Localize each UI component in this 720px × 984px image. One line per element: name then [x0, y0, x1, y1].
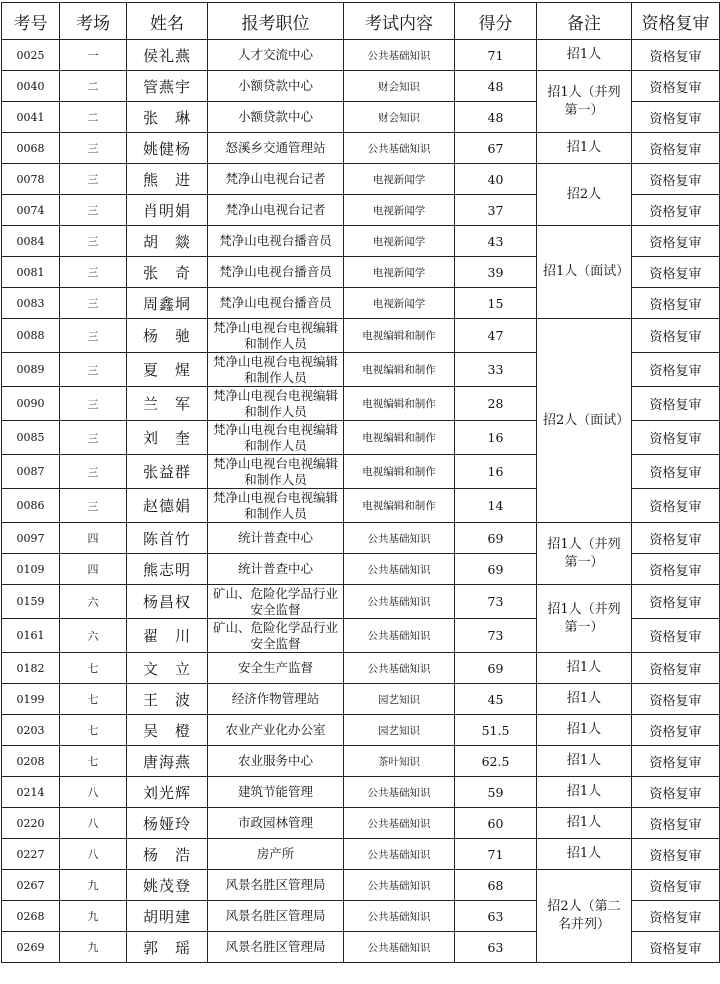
cell-note: 招1人 [537, 40, 632, 71]
cell-exam-room: 九 [60, 870, 127, 901]
cell-position: 梵净山电视台电视编辑和制作人员 [208, 421, 344, 455]
cell-subject: 公共基础知识 [344, 554, 455, 585]
cell-exam-id: 0182 [2, 653, 60, 684]
cell-name: 兰 军 [127, 387, 208, 421]
cell-score: 39 [455, 257, 537, 288]
cell-note: 招2人（第二名并列） [537, 870, 632, 963]
cell-exam-id: 0068 [2, 133, 60, 164]
cell-position: 建筑节能管理 [208, 777, 344, 808]
cell-note: 招1人 [537, 746, 632, 777]
cell-exam-id: 0085 [2, 421, 60, 455]
table-row [2, 684, 720, 715]
cell-position: 人才交流中心 [208, 40, 344, 71]
header-position: 报考职位 [208, 3, 344, 40]
cell-exam-id: 0083 [2, 288, 60, 319]
cell-score: 16 [455, 455, 537, 489]
cell-review: 资格复审 [632, 808, 720, 839]
cell-name: 吴 橙 [127, 715, 208, 746]
cell-subject: 电视编辑和制作 [344, 319, 455, 353]
cell-review: 资格复审 [632, 684, 720, 715]
table-row [2, 870, 720, 901]
cell-name: 刘光辉 [127, 777, 208, 808]
table-row [2, 71, 720, 102]
cell-subject: 茶叶知识 [344, 746, 455, 777]
cell-review: 资格复审 [632, 715, 720, 746]
cell-position: 怒溪乡交通管理站 [208, 133, 344, 164]
cell-score: 28 [455, 387, 537, 421]
cell-subject: 公共基础知识 [344, 523, 455, 554]
cell-score: 47 [455, 319, 537, 353]
cell-review: 资格复审 [632, 71, 720, 102]
cell-review: 资格复审 [632, 585, 720, 619]
cell-exam-room: 三 [60, 319, 127, 353]
cell-note: 招2人 [537, 164, 632, 226]
cell-exam-id: 0161 [2, 619, 60, 653]
table-row [2, 133, 720, 164]
cell-score: 51.5 [455, 715, 537, 746]
cell-score: 37 [455, 195, 537, 226]
cell-note: 招1人（并列第一） [537, 523, 632, 585]
cell-exam-id: 0159 [2, 585, 60, 619]
cell-score: 45 [455, 684, 537, 715]
cell-name: 陈首竹 [127, 523, 208, 554]
cell-name: 杨昌权 [127, 585, 208, 619]
cell-review: 资格复审 [632, 257, 720, 288]
cell-score: 15 [455, 288, 537, 319]
cell-subject: 公共基础知识 [344, 870, 455, 901]
cell-name: 王 波 [127, 684, 208, 715]
header-review: 资格复审 [632, 3, 720, 40]
header-score: 得分 [455, 3, 537, 40]
cell-position: 经济作物管理站 [208, 684, 344, 715]
cell-exam-room: 八 [60, 808, 127, 839]
cell-exam-room: 一 [60, 40, 127, 71]
cell-exam-room: 二 [60, 71, 127, 102]
cell-position: 小额贷款中心 [208, 102, 344, 133]
cell-note: 招1人 [537, 653, 632, 684]
cell-position: 矿山、危险化学品行业安全监督 [208, 619, 344, 653]
cell-position: 梵净山电视台电视编辑和制作人员 [208, 489, 344, 523]
cell-exam-room: 三 [60, 489, 127, 523]
cell-score: 69 [455, 653, 537, 684]
table-row [2, 523, 720, 554]
cell-score: 69 [455, 523, 537, 554]
cell-subject: 园艺知识 [344, 715, 455, 746]
cell-review: 资格复审 [632, 653, 720, 684]
cell-exam-id: 0025 [2, 40, 60, 71]
table-row [2, 585, 720, 619]
cell-exam-room: 三 [60, 195, 127, 226]
cell-score: 16 [455, 421, 537, 455]
cell-review: 资格复审 [632, 901, 720, 932]
table-row [2, 839, 720, 870]
table-row [2, 653, 720, 684]
cell-position: 梵净山电视台记者 [208, 195, 344, 226]
cell-review: 资格复审 [632, 489, 720, 523]
table-row [2, 40, 720, 71]
cell-position: 梵净山电视台电视编辑和制作人员 [208, 353, 344, 387]
cell-score: 63 [455, 901, 537, 932]
cell-name: 杨 驰 [127, 319, 208, 353]
cell-position: 风景名胜区管理局 [208, 870, 344, 901]
cell-subject: 财会知识 [344, 102, 455, 133]
cell-score: 43 [455, 226, 537, 257]
cell-exam-id: 0097 [2, 523, 60, 554]
cell-score: 48 [455, 102, 537, 133]
cell-name: 夏 煋 [127, 353, 208, 387]
cell-position: 风景名胜区管理局 [208, 901, 344, 932]
cell-note: 招1人 [537, 684, 632, 715]
cell-exam-room: 七 [60, 715, 127, 746]
cell-review: 资格复审 [632, 226, 720, 257]
table-row [2, 226, 720, 257]
cell-subject: 电视新闻学 [344, 226, 455, 257]
cell-exam-room: 七 [60, 746, 127, 777]
cell-review: 资格复审 [632, 102, 720, 133]
cell-subject: 公共基础知识 [344, 808, 455, 839]
header-row [2, 3, 720, 40]
cell-subject: 公共基础知识 [344, 133, 455, 164]
cell-score: 48 [455, 71, 537, 102]
cell-exam-id: 0267 [2, 870, 60, 901]
cell-name: 姚健杨 [127, 133, 208, 164]
cell-note: 招1人（并列第一） [537, 585, 632, 653]
cell-position: 农业服务中心 [208, 746, 344, 777]
cell-position: 风景名胜区管理局 [208, 932, 344, 963]
cell-score: 69 [455, 554, 537, 585]
cell-review: 资格复审 [632, 319, 720, 353]
cell-review: 资格复审 [632, 746, 720, 777]
cell-subject: 电视编辑和制作 [344, 455, 455, 489]
cell-exam-room: 六 [60, 585, 127, 619]
cell-score: 60 [455, 808, 537, 839]
cell-exam-room: 八 [60, 839, 127, 870]
cell-exam-id: 0078 [2, 164, 60, 195]
cell-review: 资格复审 [632, 288, 720, 319]
cell-exam-id: 0084 [2, 226, 60, 257]
header-subject: 考试内容 [344, 3, 455, 40]
cell-exam-id: 0088 [2, 319, 60, 353]
cell-review: 资格复审 [632, 421, 720, 455]
cell-position: 梵净山电视台记者 [208, 164, 344, 195]
cell-exam-id: 0081 [2, 257, 60, 288]
cell-position: 矿山、危险化学品行业安全监督 [208, 585, 344, 619]
cell-score: 62.5 [455, 746, 537, 777]
cell-review: 资格复审 [632, 387, 720, 421]
cell-exam-room: 九 [60, 932, 127, 963]
table-row [2, 808, 720, 839]
cell-name: 张益群 [127, 455, 208, 489]
table-row [2, 715, 720, 746]
cell-score: 73 [455, 585, 537, 619]
cell-exam-id: 0086 [2, 489, 60, 523]
cell-subject: 电视编辑和制作 [344, 489, 455, 523]
results-table [1, 2, 720, 963]
cell-name: 姚茂登 [127, 870, 208, 901]
cell-exam-id: 0203 [2, 715, 60, 746]
table-body [2, 40, 720, 963]
cell-subject: 公共基础知识 [344, 839, 455, 870]
cell-subject: 电视编辑和制作 [344, 421, 455, 455]
cell-subject: 电视编辑和制作 [344, 387, 455, 421]
cell-review: 资格复审 [632, 164, 720, 195]
cell-exam-id: 0109 [2, 554, 60, 585]
cell-score: 68 [455, 870, 537, 901]
cell-name: 侯礼燕 [127, 40, 208, 71]
cell-name: 张 琳 [127, 102, 208, 133]
cell-score: 59 [455, 777, 537, 808]
cell-position: 房产所 [208, 839, 344, 870]
cell-position: 安全生产监督 [208, 653, 344, 684]
cell-exam-id: 0208 [2, 746, 60, 777]
cell-position: 统计普查中心 [208, 554, 344, 585]
cell-exam-room: 三 [60, 455, 127, 489]
cell-position: 梵净山电视台电视编辑和制作人员 [208, 387, 344, 421]
cell-exam-room: 三 [60, 133, 127, 164]
cell-subject: 电视编辑和制作 [344, 353, 455, 387]
table-row [2, 746, 720, 777]
cell-position: 梵净山电视台播音员 [208, 226, 344, 257]
cell-name: 赵德娟 [127, 489, 208, 523]
cell-exam-room: 四 [60, 554, 127, 585]
cell-note: 招1人 [537, 808, 632, 839]
cell-subject: 公共基础知识 [344, 585, 455, 619]
cell-score: 71 [455, 40, 537, 71]
cell-subject: 园艺知识 [344, 684, 455, 715]
cell-position: 农业产业化办公室 [208, 715, 344, 746]
cell-subject: 公共基础知识 [344, 619, 455, 653]
cell-position: 市政园林管理 [208, 808, 344, 839]
cell-position: 梵净山电视台播音员 [208, 257, 344, 288]
cell-score: 33 [455, 353, 537, 387]
cell-review: 资格复审 [632, 870, 720, 901]
cell-review: 资格复审 [632, 195, 720, 226]
cell-exam-room: 三 [60, 387, 127, 421]
cell-subject: 公共基础知识 [344, 932, 455, 963]
cell-review: 资格复审 [632, 554, 720, 585]
cell-exam-id: 0074 [2, 195, 60, 226]
cell-name: 管燕宇 [127, 71, 208, 102]
cell-exam-room: 二 [60, 102, 127, 133]
cell-name: 翟 川 [127, 619, 208, 653]
cell-subject: 电视新闻学 [344, 288, 455, 319]
cell-note: 招1人（并列第一） [537, 71, 632, 133]
cell-subject: 电视新闻学 [344, 164, 455, 195]
cell-review: 资格复审 [632, 839, 720, 870]
cell-position: 梵净山电视台电视编辑和制作人员 [208, 455, 344, 489]
cell-position: 小额贷款中心 [208, 71, 344, 102]
cell-exam-id: 0268 [2, 901, 60, 932]
cell-name: 文 立 [127, 653, 208, 684]
cell-review: 资格复审 [632, 455, 720, 489]
cell-position: 梵净山电视台电视编辑和制作人员 [208, 319, 344, 353]
cell-exam-id: 0089 [2, 353, 60, 387]
cell-review: 资格复审 [632, 619, 720, 653]
cell-exam-id: 0090 [2, 387, 60, 421]
table-row [2, 319, 720, 353]
cell-name: 郭 瑶 [127, 932, 208, 963]
cell-exam-id: 0040 [2, 71, 60, 102]
cell-note: 招1人（面试） [537, 226, 632, 319]
cell-position: 统计普查中心 [208, 523, 344, 554]
cell-review: 资格复审 [632, 523, 720, 554]
cell-review: 资格复审 [632, 777, 720, 808]
cell-name: 杨娅玲 [127, 808, 208, 839]
cell-exam-room: 三 [60, 226, 127, 257]
cell-exam-room: 三 [60, 353, 127, 387]
cell-exam-room: 三 [60, 164, 127, 195]
table-row [2, 164, 720, 195]
cell-name: 熊志明 [127, 554, 208, 585]
cell-exam-id: 0041 [2, 102, 60, 133]
cell-exam-id: 0227 [2, 839, 60, 870]
cell-score: 71 [455, 839, 537, 870]
cell-name: 熊 进 [127, 164, 208, 195]
table-row [2, 777, 720, 808]
cell-subject: 公共基础知识 [344, 777, 455, 808]
cell-name: 胡 燚 [127, 226, 208, 257]
cell-exam-id: 0269 [2, 932, 60, 963]
cell-exam-id: 0087 [2, 455, 60, 489]
cell-score: 14 [455, 489, 537, 523]
cell-exam-room: 九 [60, 901, 127, 932]
cell-score: 63 [455, 932, 537, 963]
cell-exam-id: 0199 [2, 684, 60, 715]
cell-subject: 公共基础知识 [344, 653, 455, 684]
cell-subject: 公共基础知识 [344, 901, 455, 932]
cell-exam-room: 三 [60, 288, 127, 319]
cell-name: 杨 浩 [127, 839, 208, 870]
header-note: 备注 [537, 3, 632, 40]
cell-exam-id: 0220 [2, 808, 60, 839]
cell-review: 资格复审 [632, 40, 720, 71]
cell-subject: 财会知识 [344, 71, 455, 102]
cell-subject: 电视新闻学 [344, 195, 455, 226]
cell-subject: 电视新闻学 [344, 257, 455, 288]
header-id: 考号 [2, 3, 60, 40]
cell-exam-room: 六 [60, 619, 127, 653]
cell-exam-room: 八 [60, 777, 127, 808]
cell-subject: 公共基础知识 [344, 40, 455, 71]
cell-exam-room: 三 [60, 257, 127, 288]
header-room: 考场 [60, 3, 127, 40]
cell-review: 资格复审 [632, 932, 720, 963]
cell-exam-room: 七 [60, 653, 127, 684]
cell-note: 招1人 [537, 777, 632, 808]
cell-position: 梵净山电视台播音员 [208, 288, 344, 319]
cell-exam-room: 三 [60, 421, 127, 455]
cell-note: 招1人 [537, 715, 632, 746]
cell-exam-room: 四 [60, 523, 127, 554]
cell-name: 周鑫垌 [127, 288, 208, 319]
cell-exam-room: 七 [60, 684, 127, 715]
cell-name: 胡明建 [127, 901, 208, 932]
cell-note: 招1人 [537, 839, 632, 870]
cell-review: 资格复审 [632, 133, 720, 164]
cell-name: 肖明娟 [127, 195, 208, 226]
cell-score: 67 [455, 133, 537, 164]
header-name: 姓名 [127, 3, 208, 40]
cell-score: 40 [455, 164, 537, 195]
cell-review: 资格复审 [632, 353, 720, 387]
cell-name: 唐海燕 [127, 746, 208, 777]
cell-exam-id: 0214 [2, 777, 60, 808]
cell-name: 刘 奎 [127, 421, 208, 455]
cell-note: 招2人（面试） [537, 319, 632, 523]
cell-note: 招1人 [537, 133, 632, 164]
cell-name: 张 奇 [127, 257, 208, 288]
cell-score: 73 [455, 619, 537, 653]
